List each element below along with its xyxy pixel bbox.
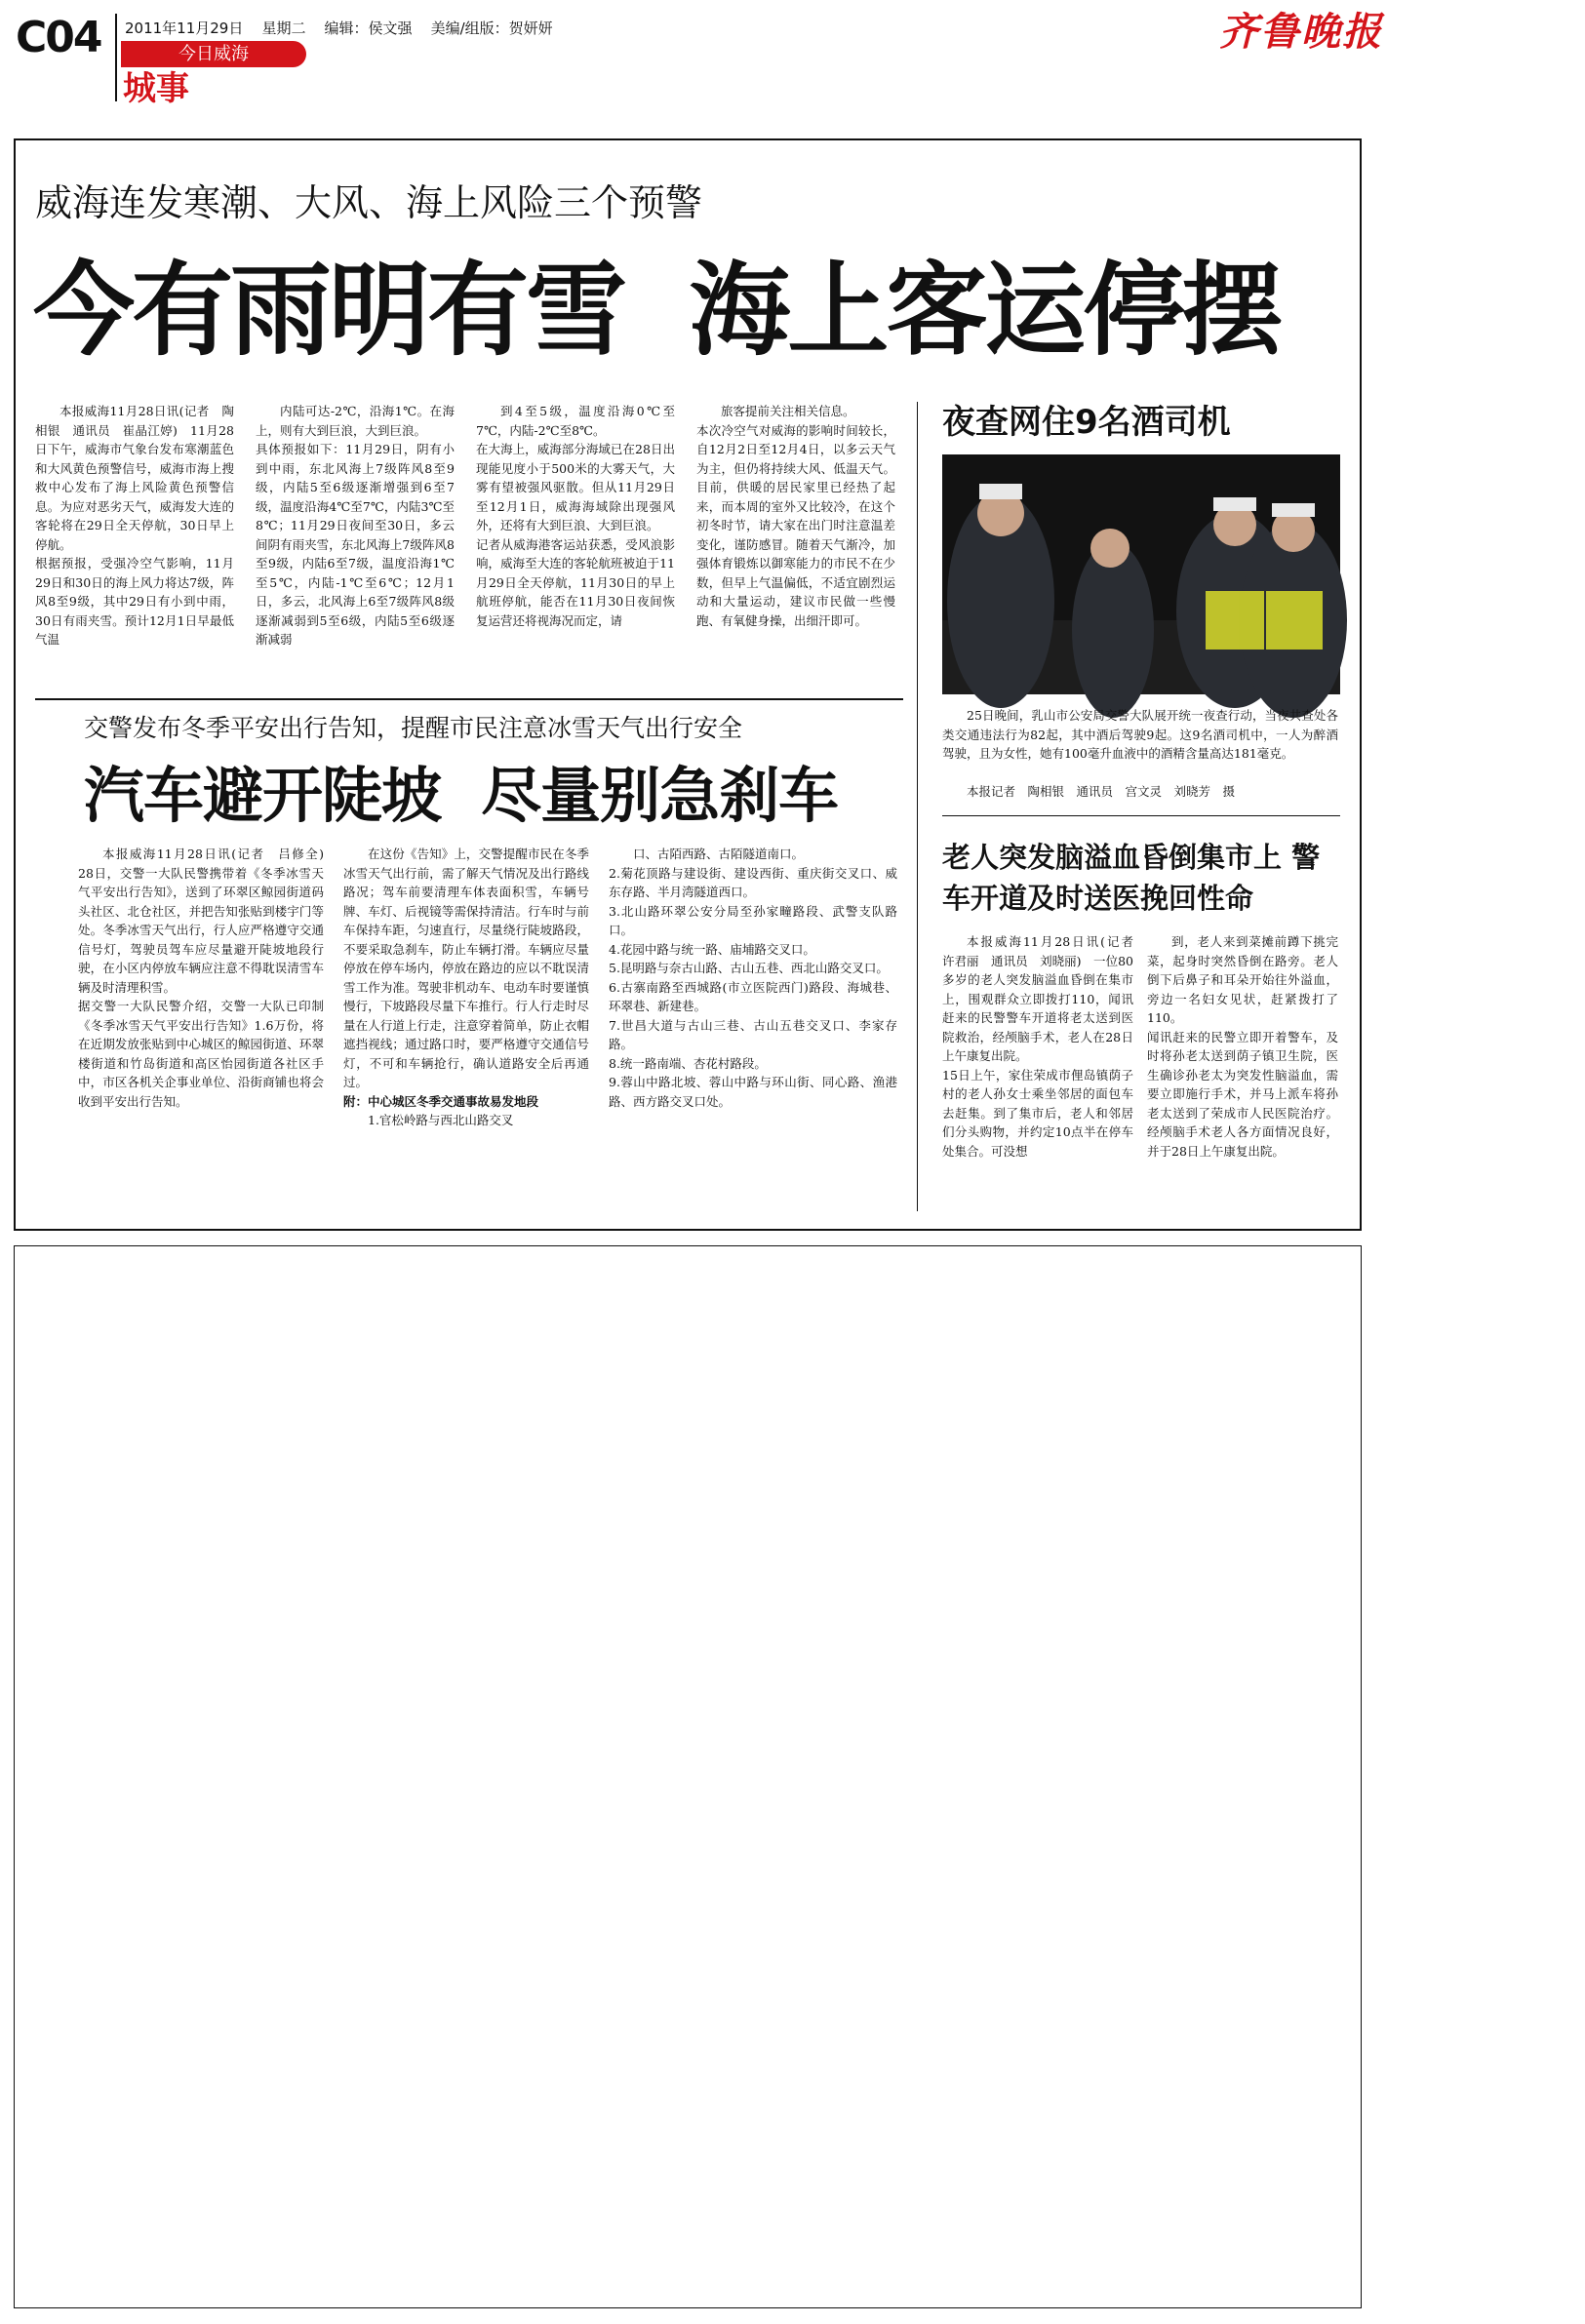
winter-col-2: 在这份《告知》上，交警提醒市民在冬季冰雪天气出行前，需了解天气情况及出行路线路况；驾车前要清理车体表面积雪，车辆号牌、车灯、后视镜等需保持清洁。行车时与前车保持车距，匀速直行，尽量绕行陡坡路段，不要采取急刹车，防止车辆打滑。车辆应尽量停放在停车场内，停放在路边的应以不耽误清雪工作为准。驾驶非机动车、电动车时要谨慎慢行，下坡路段尽量下车推行。行人行走时尽量在人行道上行走，注意穿着简单，防止衣帽遮挡视线；通过路口时，要严格遵守交通信号灯，不可和车辆抢行，确认道路安全后再通过。 — [343, 847, 589, 1089]
header-divider — [115, 14, 117, 101]
winter-col-3: 口、古陌西路、古陌隧道南口。 2.菊花顶路与建设街、建设西街、重庆街交叉口、威东存路、半月湾隧道西口。 3.北山路环翠公安分局至孙家疃路段、武警支队路口。 4.花园中路与统一路、庙埔路交叉口。 5.昆明路与奈古山路、古山五巷、西北山路交叉口。 6.古寨南路至西城路(市立医院西门)路段、海城巷、环翠巷、新建巷。 7.世昌大道与古山三巷、古山五巷交叉口、李家存路。 8.统一路南端、杏花村路段。 9.蓉山中路北坡、蓉山中路与环山街、同心路、渔港路、西方路交叉口处。 — [609, 847, 897, 1109]
elder-col-2: 到，老人来到菜摊前蹲下挑完菜，起身时突然昏倒在路旁。老人倒下后鼻子和耳朵开始往外溢血，旁边一名妇女见状，赶紧拨打了110。 闻讯赶来的民警立即开着警车，及时将孙老太送到荫子镇卫生院，医生确诊孙老太为突发性脑溢血，需要立即施行手术，并马上派车将孙老太送到了荣成市人民医院治疗。经颅脑手术老人各方面情况良好，并于28日上午康复出院。 — [1147, 934, 1338, 1159]
main-kicker: 威海连发寒潮、大风、海上风险三个预警 — [35, 181, 703, 224]
editor-credit: 编辑：侯文强 — [324, 20, 413, 37]
winter-col-1: 本报威海11月28日讯(记者 吕修全) 28日，交警一大队民警携带着《冬季冰雪天气平安出行告知》，送到了环翠区鲸园街道码头社区、北仓社区，并把告知张贴到楼宇门等处。冬季冰雪天气出行，行人应严格遵守交通信号灯，驾驶员驾车应尽量避开陡坡地段行驶，在小区内停放车辆应注意不得耽误清雪车辆及时清理积雪。 据交警一大队民警介绍，交警一大队已印制《冬季冰雪天气平安出行告知》1.6万份，将在近期发放张贴到中心城区的鲸园街道、环翠楼街道和竹岛街道和高区怡园街道各社区手中，市区各机关企事业单位、沿街商铺也将会收到平安出行告知。 — [78, 847, 324, 1109]
main-col-4: 旅客提前关注相关信息。 本次冷空气对威海的影响时间较长，自12月2日至12月4日，以多云天气为主，但仍将持续大风、低温天气。目前，供暖的居民家里已经热了起来，而本周的室外又比较冷，在这个初冬时节，请大家在出门时注意温差变化，谨防感冒。随着天气渐冷，加强体育锻炼以御寒能力的市民不在少数，但早上气温偏低，不适宜剧烈运动和大量运动，建议市民做一些慢跑、有氧健身操，出细汗即可。 — [696, 404, 895, 628]
photo-caption: 25日晚间，乳山市公安局交警大队展开统一夜查行动，当夜共查处各类交通违法行为82起，其中酒后驾驶9起。这9名酒司机中，一人为醉酒驾驶，且为女性，她有100毫升血液中的酒精含量高达181毫克。 — [942, 708, 1338, 761]
drunk-headline: 夜查网住9名酒司机 — [942, 403, 1231, 442]
section-divider — [35, 698, 903, 700]
main-col-3: 到4至5级，温度沿海0℃至7℃，内陆-2℃至8℃。 在大海上，威海部分海域已在28日出现能见度小于500米的大雾天气，大雾有望被强风驱散。但从11月29日至12月1日，威海海域除出现强风外，还将有大到巨浪、大到巨浪。 记者从威海港客运站获悉，受风浪影响，威海至大连的客轮航班被迫于11月29日全天停航，11月30日的早上航班停航，能否在11月30日夜间恢复运营还将视海况而定，请 — [476, 404, 675, 628]
column-rule — [917, 402, 918, 1211]
issue-meta — [125, 20, 553, 37]
empty-ad-space — [14, 1245, 1362, 2308]
winter-kicker: 交警发布冬季平安出行告知，提醒市民注意冰雪天气出行安全 — [84, 714, 743, 742]
masthead-logo: 齐鲁晚报 — [1219, 10, 1383, 55]
elder-headline: 老人突发脑溢血昏倒集市上 警车开道及时送医挽回性命 — [942, 841, 1321, 915]
page-number: C04 — [16, 13, 101, 62]
elder-col-1: 本报威海11月28日讯(记者 许君丽 通讯员 刘晓丽) 一位80多岁的老人突发脑溢血昏倒在集市上，围观群众立即拨打110，闻讯赶来的民警警车开道将老太送到医院救治，经颅脑手术，老人在28日上午康复出院。 15日上午，家住荣成市俚岛镇荫子村的老人孙女士乘坐邻居的面包车去赶集。到了集市后，老人和邻居们分头购物，并约定10点半在停车处集合。可没想 — [942, 934, 1133, 1159]
winter-col-2-wrap — [343, 845, 589, 1215]
right-divider — [942, 815, 1340, 816]
accident-list-title: 附：中心城区冬季交通事故易发地段 — [343, 1093, 539, 1109]
checkpoint-photo — [942, 454, 1340, 694]
photo-credit: 本报记者 陶相银 通讯员 宫文灵 刘晓芳 摄 — [967, 784, 1236, 799]
winter-headline: 汽车避开陡坡 尽量别急刹车 — [84, 760, 839, 831]
main-col-2: 内陆可达-2℃，沿海1℃。在海上，则有大到巨浪，大到巨浪。 具体预报如下：11月29日，阴有小到中雨，东北风海上7级阵风8至9级，内陆5至6级逐渐增强到6至7级，温度沿海4℃至7℃，内陆3℃至8℃；11月29日夜间至30日，多云间阴有雨夹雪，东北风海上7级阵风8至9级，内陆6至7级，温度沿海1℃至5℃，内陆-1℃至6℃；12月1日，多云，北风海上6至7级阵风8级逐渐减弱到5至6级，内陆5至6级逐渐减弱 — [256, 404, 455, 647]
issue-date: 2011年11月29日 — [125, 20, 244, 37]
main-headline: 今有雨明有雪 海上客运停摆 — [33, 251, 1281, 370]
section-title: 城事 — [123, 69, 189, 108]
designer-credit: 美编/组版：贺妍妍 — [430, 20, 553, 37]
section-tag: 今日威海 — [121, 41, 306, 67]
accident-list-item-1: 1.官松岭路与西北山路交叉 — [368, 1113, 514, 1127]
issue-weekday: 星期二 — [261, 20, 306, 37]
main-col-1: 本报威海11月28日讯(记者 陶相银 通讯员 崔晶江婷) 11月28日下午，威海市气象台发布寒潮蓝色和大风黄色预警信号，威海市海上搜救中心发布了海上风险黄色预警信息。为应对恶劣天气，威海发大连的客轮将在29日全天停航，30日早上停航。 根据预报，受强冷空气影响，11月29日和30日的海上风力将达7级，阵风8至9级，其中29日有小到中雨，30日有雨夹雪。预计12月1日早最低气温 — [35, 404, 234, 647]
